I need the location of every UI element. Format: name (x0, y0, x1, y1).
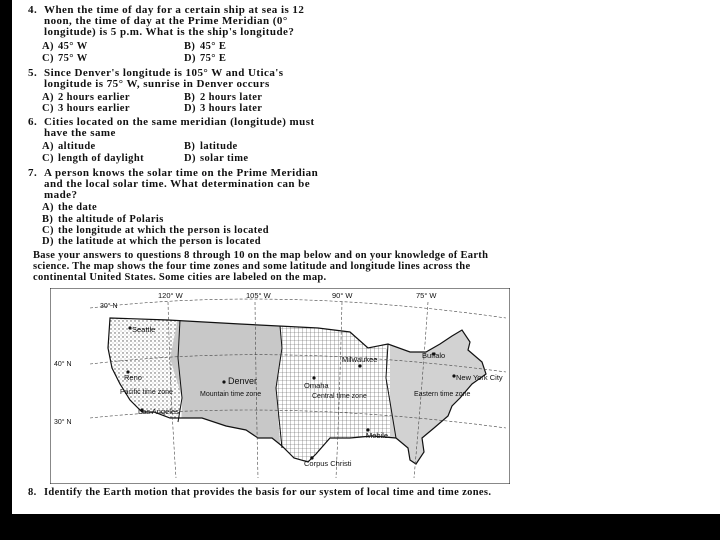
latitude-label-upper: 30° N (100, 303, 118, 310)
option-text: the altitude of Polaris (58, 214, 164, 225)
city-label-denver: Denver (228, 376, 258, 386)
option-b[interactable] (42, 214, 164, 225)
option-key: D) (184, 53, 196, 64)
question-text-line: have the same (44, 127, 116, 139)
question-8 (28, 487, 491, 498)
option-text: the longitude at which the person is located (58, 225, 269, 236)
city-label-reno: Reno (124, 373, 142, 382)
option-key: C) (42, 153, 54, 164)
option-key: A) (42, 202, 54, 213)
latitude-label-40n: 40° N (54, 361, 72, 368)
option-text: 45° E (200, 41, 227, 52)
option-text: 3 hours earlier (58, 103, 130, 114)
option-key: A) (42, 41, 54, 52)
option-key: B) (184, 41, 196, 52)
question-text-line: Since Denver's longitude is 105° W and Utica's (44, 67, 284, 79)
instruction-line: Base your answers to questions 8 through 10 on the map below and on your knowledge of Earth (33, 250, 489, 261)
city-label-new-york-city: New York City (456, 373, 503, 382)
option-key: C) (42, 225, 54, 236)
option-key: D) (184, 103, 196, 114)
question-text-line: longitude is 75° W, sunrise in Denver occurs (44, 78, 270, 90)
map-instructions (33, 250, 605, 283)
option-key: D) (42, 236, 54, 247)
zone-label-mountain: Mountain time zone (200, 391, 262, 398)
option-text: 3 hours later (200, 103, 263, 114)
option-text: 75° E (200, 53, 227, 64)
city-label-seattle: Seattle (132, 325, 156, 334)
option-key: B) (42, 214, 54, 225)
question-text-line: longitude) is 5 p.m. What is the ship's longitude? (44, 26, 295, 38)
option-text: the latitude at which the person is located (58, 236, 261, 247)
option-text: altitude (58, 141, 96, 152)
latitude-label-30n: 30° N (54, 419, 72, 426)
option-c[interactable] (42, 53, 88, 64)
question-5 (28, 68, 284, 90)
question-text-line: A person knows the solar time on the Prime Meridian (44, 167, 319, 179)
instruction-line: science. The map shows the four time zones and some latitude and longitude lines across the (33, 261, 471, 272)
denver-marker (222, 380, 225, 383)
option-d[interactable] (184, 153, 248, 164)
city-label-corpus-christi: Corpus Christi (304, 459, 352, 468)
option-key: C) (42, 53, 54, 64)
question-text-line: noon, the time of day at the Prime Meridian (0° (44, 15, 288, 27)
question-text-line: and the local solar time. What determination can be (44, 178, 311, 190)
zone-label-central: Central time zone (312, 393, 367, 400)
longitude-label-75w: 75° W (416, 291, 437, 300)
option-text: 2 hours later (200, 92, 263, 103)
option-a[interactable] (42, 202, 97, 213)
us-time-zone-map (50, 288, 510, 484)
option-b[interactable] (184, 141, 238, 152)
question-text-line: made? (44, 189, 78, 201)
city-label-milwaukee: Milwaukee (342, 355, 378, 364)
option-text: 45° W (58, 41, 88, 52)
option-d[interactable] (42, 236, 261, 247)
option-a[interactable] (42, 92, 130, 103)
option-key: C) (42, 103, 54, 114)
option-key: A) (42, 92, 54, 103)
city-label-buffalo: Buffalo (422, 351, 446, 360)
city-label-los-angeles: Los Angeles (138, 407, 179, 416)
question-number: 5. (28, 67, 38, 79)
zone-label-eastern: Eastern time zone (414, 391, 471, 398)
zone-label-pacific: Pacific time zone (120, 389, 173, 396)
question-6 (28, 117, 315, 139)
city-label-omaha: Omaha (304, 381, 329, 390)
option-c[interactable] (42, 153, 144, 164)
option-key: B) (184, 141, 196, 152)
option-b[interactable] (184, 41, 226, 52)
city-label-mobile: Mobile (366, 431, 389, 440)
option-c[interactable] (42, 103, 130, 114)
option-b[interactable] (184, 92, 262, 103)
option-text: 75° W (58, 53, 88, 64)
milwaukee-marker (358, 364, 361, 367)
question-text-line: Cities located on the same meridian (longitude) must (44, 116, 315, 128)
option-key: B) (184, 92, 196, 103)
worksheet-page (12, 0, 720, 514)
option-d[interactable] (184, 53, 226, 64)
longitude-label-120w: 120° W (158, 291, 183, 300)
option-text: solar time (200, 153, 249, 164)
question-number: 4. (28, 4, 38, 16)
question-text-line: When the time of day for a certain ship at sea is 12 (44, 4, 305, 16)
option-key: D) (184, 153, 196, 164)
option-text: length of daylight (58, 153, 144, 164)
option-text: 2 hours earlier (58, 92, 130, 103)
option-a[interactable] (42, 41, 88, 52)
question-number: 7. (28, 167, 38, 179)
longitude-label-105w: 105° W (246, 291, 271, 300)
option-d[interactable] (184, 103, 262, 114)
option-text: the date (58, 202, 98, 213)
question-4 (28, 5, 304, 38)
instruction-line: continental United States. Some cities are labeled on the map. (33, 272, 327, 283)
option-key: A) (42, 141, 54, 152)
omaha-marker (312, 376, 315, 379)
question-text: Identify the Earth motion that provides the basis for our system of local time and time zones. (44, 487, 492, 498)
longitude-label-90w: 90° W (332, 291, 353, 300)
question-number: 8. (28, 487, 37, 498)
option-c[interactable] (42, 225, 269, 236)
option-a[interactable] (42, 141, 96, 152)
option-text: latitude (200, 141, 238, 152)
question-7 (28, 168, 318, 201)
question-number: 6. (28, 116, 38, 128)
